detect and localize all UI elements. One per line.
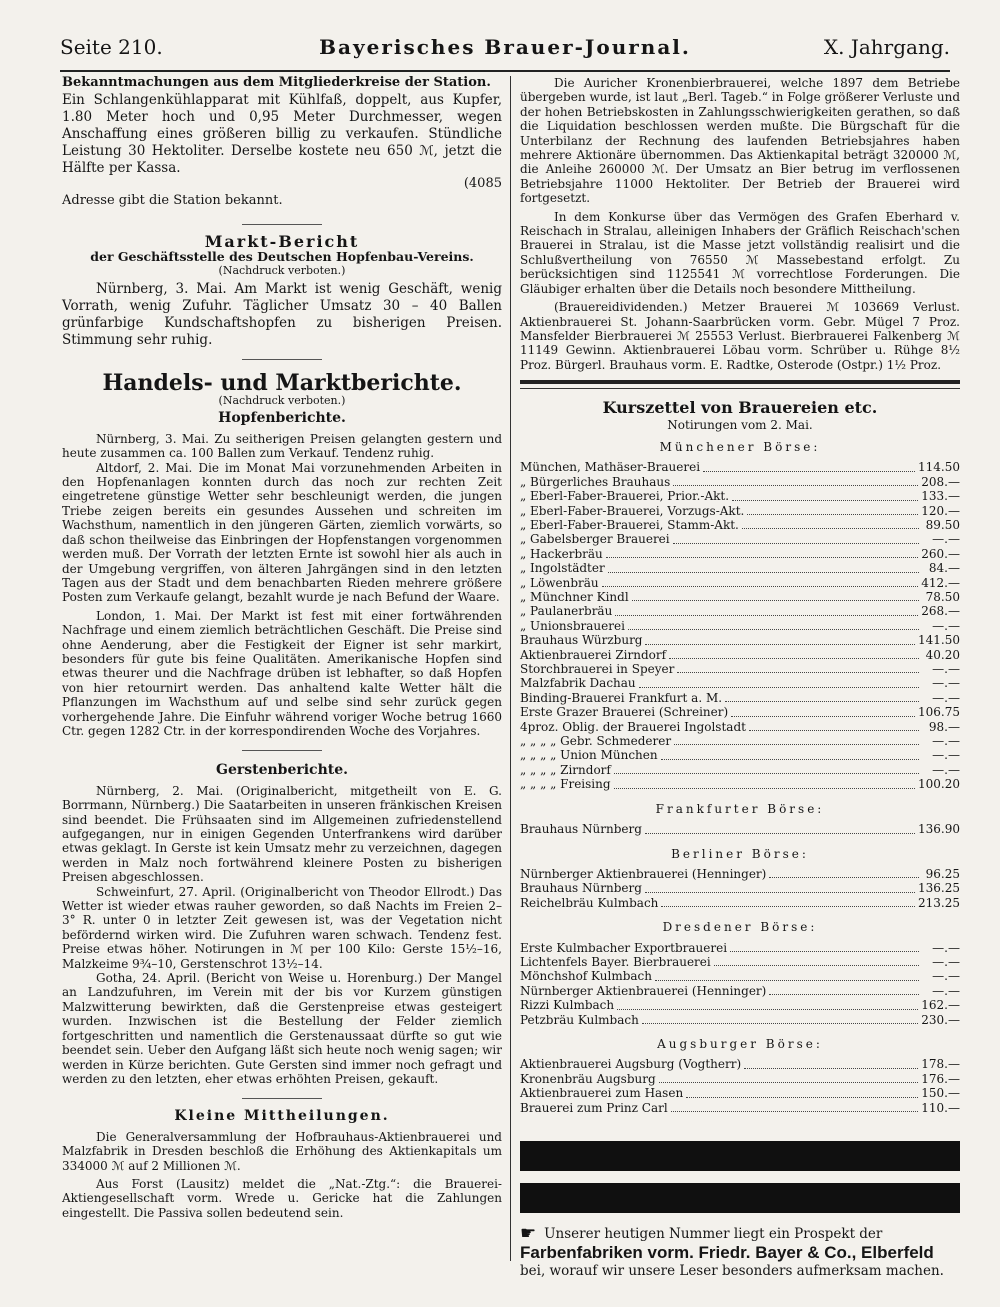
kleine-item-forst: Aus Forst (Lausitz) meldet die „Nat.-Ztg.“: die Brauerei-Aktiengesellschaft vorm. Wrede u. Gericke hat die Zahlungen eingestellt. Die Passiva sollen bedeutend sein. (62, 1176, 502, 1220)
quote-name: „ „ „ „ Union München (520, 748, 658, 763)
quote-row (520, 998, 960, 1012)
dot-leader (614, 773, 919, 774)
quote-name: München, Mathäser-Brauerei (520, 460, 701, 475)
dot-leader (655, 980, 919, 981)
quote-name: Reichelbräu Kulmbach (520, 895, 659, 910)
quote-row (520, 881, 960, 895)
kurszettel (520, 440, 960, 1115)
quote-value: 78.50 (925, 590, 960, 604)
dot-leader (732, 500, 918, 501)
quote-row (520, 867, 960, 881)
quote-value: —.— (932, 762, 960, 777)
quote-name: Nürnberger Aktienbrauerei (Henninger) (520, 983, 767, 998)
market-title: Markt-Bericht (204, 232, 360, 252)
right-column (520, 76, 960, 1279)
rule (242, 359, 322, 360)
quote-name: „ „ „ „ Freising (520, 777, 611, 792)
quote-row (520, 1013, 960, 1027)
quote-row (520, 460, 960, 474)
quote-value: —.— (932, 676, 960, 691)
quote-row (520, 532, 960, 546)
dot-leader (614, 788, 915, 789)
page-number: Seite 210. (60, 35, 163, 59)
quote-name: „ Paulanerbräu (520, 604, 613, 619)
dot-leader (602, 586, 919, 587)
quote-value: 412.— (921, 575, 960, 590)
dot-leader (673, 485, 918, 486)
quote-name: „ Eberl-Faber-Brauerei, Stamm-Akt. (520, 517, 739, 532)
quote-name: Malzfabrik Dachau (520, 676, 636, 691)
dot-leader (669, 658, 919, 659)
quote-row (520, 676, 960, 690)
dot-leader (617, 1009, 918, 1010)
ad-line-1 (520, 1223, 960, 1245)
ad-bar-top (520, 1141, 960, 1171)
quote-name: Aktienbrauerei zum Hasen (520, 1086, 684, 1101)
dot-leader (769, 994, 919, 995)
ad-text-1: Unserer heutigen Nummer liegt ein Prospekt der (544, 1226, 883, 1242)
kurs-subtitle: Notirungen vom 2. Mai. (667, 417, 813, 432)
quote-name: Aktienbrauerei Zirndorf (520, 647, 667, 662)
quote-name: Brauhaus Würzburg (520, 633, 643, 648)
rule (242, 750, 322, 751)
dot-leader (677, 672, 919, 673)
dot-leader (661, 906, 915, 907)
quote-value: —.— (932, 748, 960, 763)
quote-value: 178.— (921, 1057, 960, 1072)
left-column (62, 76, 502, 1220)
quote-row (520, 590, 960, 604)
dot-leader (645, 892, 915, 893)
station-heading: Bekanntmachungen aus dem Mitgliederkreise der Station. (62, 75, 491, 90)
hopfen-report-altdorf: Altdorf, 2. Mai. Die im Monat Mai vorzunehmenden Arbeiten in den Hopfenanlagen konnten durch das noch zur rechten Zeit eingetretene günstige Wetter sehr beschleunigt werden, die jungen Triebe zeigen bereits ein gesundes Aussehen und schreiten im Wachsthum, namentlich in den jüngeren Gärten, ziemlich vorwärts, so daß schon theilweise das Einbringen der Hopfenstangen vorgenommen werden muß. Der Vorrath der letzten Ernte ist sowohl hier als auch in der Umgebung vergriffen, von älteren Jahrgängen sind in den letzten Tagen aus der Stadt und dem benachbarten Rieden mehrere größere Posten zum Verkaufe gelangt, bezahlt wurde je nach Befund der Waare. (62, 460, 502, 605)
quote-name: „ Bürgerliches Brauhaus (520, 474, 671, 489)
quote-row (520, 619, 960, 633)
gerste-report-nuernberg: Nürnberg, 2. Mai. (Originalbericht, mitgetheilt von E. G. Borrmann, Nürnberg.) Die Saatarbeiten in unseren fränkischen Kreisen sind beendet. Die Frühsaaten sind im Allgemeinen zufriedenstellend aufgegangen, nur in einigen Gegenden Unterfrankens wird darüber etwas geklagt. In Gerste ist kein Umsatz mehr zu verzeichnen, dagegen werden in Malz noch fortwährend kleinere Posten zu bisherigen Preisen abgeschlossen. (62, 783, 502, 885)
quote-name: „ Eberl-Faber-Brauerei, Prior.-Akt. (520, 489, 730, 504)
dot-leader (742, 528, 919, 529)
hopfen-report-nuernberg: Nürnberg, 3. Mai. Zu seitherigen Preisen gelangten gestern und heute zusammen ca. 100 Ballen zum Verkauf. Tendenz ruhig. (62, 431, 502, 461)
quote-row (520, 1101, 960, 1115)
quote-row (520, 748, 960, 762)
quote-value: 208.— (921, 474, 960, 489)
ad-box (520, 1141, 960, 1279)
quote-row (520, 504, 960, 518)
dot-leader (608, 572, 919, 573)
kleine-item-dresden: Die Generalversammlung der Hofbrauhaus-Aktienbrauerei und Malzfabrik in Dresden beschloß die Erhöhung des Aktienkapitals um 334000 ℳ auf 2 Millionen ℳ. (62, 1129, 502, 1173)
quote-value: 230.— (921, 1012, 960, 1027)
quote-value: 84.— (928, 561, 960, 576)
station-notice: Ein Schlangenkühlapparat mit Kühlfaß, doppelt, aus Kupfer, 1.80 Meter hoch und 0,95 Meter Durchmesser, wegen Anschaffung eines größeren billig zu verkaufen. Stündliche Leistung 30 Hektoliter. Derselbe kostete neu 650 ℳ, jetzt die Hälfte per Kassa. (62, 92, 502, 177)
dot-leader (744, 1068, 918, 1069)
bourse-heading: Frankfurter Börse: (655, 801, 825, 816)
quote-row (520, 720, 960, 734)
quote-name: „ Ingolstädter (520, 561, 605, 576)
quote-value: 141.50 (918, 633, 960, 648)
quote-value: 89.50 (925, 517, 960, 532)
dot-leader (769, 877, 919, 878)
dot-leader (642, 1023, 918, 1024)
quote-name: Lichtenfels Bayer. Bierbrauerei (520, 954, 711, 969)
ad-line-3: bei, worauf wir unsere Leser besonders aufmerksam machen. (520, 1263, 944, 1280)
dot-leader (714, 965, 919, 966)
quote-name: Brauerei zum Prinz Carl (520, 1100, 668, 1115)
header-rule (60, 70, 950, 72)
kleine-title: Kleine Mittheilungen. (174, 1108, 390, 1125)
quote-value: 110.— (921, 1100, 960, 1115)
kurs-title: Kurszettel von Brauereien etc. (602, 398, 878, 418)
gerste-report-gotha: Gotha, 24. April. (Bericht von Weise u. Horenburg.) Der Mangel an Landzufuhren, im Verein mit der bis vor Kurzem günstigen Malzwitterung bewirkten, daß die Gerstenpreise etwas gesteigert wurden. Inzwischen ist die Bestellung der Felder ziemlich fortgeschritten und namentlich die Gerstenaussaat dürfte so gut wie beendet sein. Ueber den Aufgang läßt sich heute noch wenig sagen; wir werden in Kürze berichten. Gute Gersten sind immer noch gefragt und werden zu den letzten, eher etwas erhöhten Preisen, gekauft. (62, 971, 502, 1086)
quote-row (520, 691, 960, 705)
dot-leader (673, 543, 919, 544)
quote-row (520, 705, 960, 719)
dot-leader (725, 701, 919, 702)
quote-value: —.— (932, 734, 960, 749)
bourse-heading: Münchener Börse: (659, 439, 821, 454)
quote-value: 40.20 (925, 647, 960, 662)
dot-leader (615, 615, 918, 616)
ad-bar-bottom (520, 1183, 960, 1213)
quote-name: Nürnberger Aktienbrauerei (Henninger) (520, 866, 767, 881)
quote-row (520, 822, 960, 836)
rule (242, 1098, 322, 1099)
dot-leader (628, 629, 919, 630)
section-rule-thin (520, 388, 960, 389)
auricher-notice: Die Auricher Kronenbierbrauerei, welche 1897 dem Betriebe übergeben wurde, ist laut „Berl. Tageb.“ in Folge größerer Verluste und der hohen Betriebskosten in Zahlungsschwierigkeiten gerathen, so daß die Liquidation beschlossen werden mußte. Die Bürgschaft für die Unterbilanz der Rechnung des laufenden Betriebsjahres haben mehrere Aktionäre übernommen. Das Aktienkapital beträgt 320000 ℳ, die Anleihe 260000 ℳ. Der Umsatz an Bier betrug im verflossenen Betriebsjahre 11000 Hektoliter. Der Betrieb der Brauerei wird fortgesetzt. (520, 76, 960, 206)
dot-leader (674, 744, 919, 745)
quote-value: 213.25 (918, 895, 960, 910)
dot-leader (606, 557, 919, 558)
dot-leader (730, 951, 919, 952)
quote-name: Mönchshof Kulmbach (520, 969, 652, 984)
journal-title: Bayerisches Brauer-Journal. (319, 35, 691, 59)
quote-name: „ Löwenbräu (520, 575, 599, 590)
quote-row (520, 475, 960, 489)
quote-value: —.— (932, 618, 960, 633)
quote-row (520, 633, 960, 647)
quote-name: „ Gabelsberger Brauerei (520, 532, 670, 547)
page-header (60, 35, 950, 71)
quote-value: 133.— (921, 489, 960, 504)
ad-company: Farbenfabriken vorm. Friedr. Bayer & Co., Elberfeld (520, 1242, 934, 1262)
quote-value: 106.75 (918, 705, 960, 720)
quote-value: 176.— (921, 1071, 960, 1086)
quote-name: „ Unionsbrauerei (520, 618, 625, 633)
dot-leader (645, 833, 915, 834)
quote-name: „ „ „ „ Zirndorf (520, 762, 611, 777)
quote-row (520, 561, 960, 575)
dot-leader (639, 687, 919, 688)
quote-name: „ „ „ „ Gebr. Schmederer (520, 734, 672, 749)
quote-value: —.— (932, 983, 960, 998)
dot-leader (731, 716, 915, 717)
column-divider (510, 76, 511, 1261)
rule (242, 224, 322, 225)
dot-leader (632, 600, 919, 601)
market-note: (Nachdruck verboten.) (218, 264, 346, 278)
quote-value: 136.90 (918, 822, 960, 837)
gerste-title: Gerstenberichte. (215, 762, 348, 779)
quote-row (520, 1057, 960, 1071)
quote-name: Erste Grazer Brauerei (Schreiner) (520, 705, 729, 720)
quote-name: „ Eberl-Faber-Brauerei, Vorzugs-Akt. (520, 503, 745, 518)
quote-row (520, 489, 960, 503)
hopfen-title: Hopfenberichte. (218, 410, 346, 427)
quote-value: 268.— (921, 604, 960, 619)
quote-name: Brauhaus Nürnberg (520, 881, 642, 896)
dot-leader (659, 1082, 919, 1083)
quote-value: 96.25 (925, 866, 960, 881)
quote-value: 136.25 (918, 881, 960, 896)
quote-value: —.— (932, 940, 960, 955)
dot-leader (703, 471, 915, 472)
quote-name: „ Münchner Kindl (520, 590, 629, 604)
quote-value: —.— (932, 690, 960, 705)
bourse-heading: Augsburger Börse: (657, 1036, 823, 1051)
dot-leader (671, 1111, 919, 1112)
quote-name: 4proz. Oblig. der Brauerei Ingolstadt (520, 719, 746, 734)
quote-value: —.— (932, 662, 960, 677)
volume-label: X. Jahrgang. (823, 35, 950, 59)
quote-value: 100.20 (918, 777, 960, 792)
market-text: Nürnberg, 3. Mai. Am Markt ist wenig Geschäft, wenig Vorrath, wenig Zufuhr. Täglicher Umsatz 30 – 40 Ballen grünfarbige Kundschaftshopfen zu bisherigen Preisen. Stimmung sehr ruhig. (62, 281, 502, 349)
quote-row (520, 734, 960, 748)
quote-name: Binding-Brauerei Frankfurt a. M. (520, 690, 723, 705)
dot-leader (747, 514, 918, 515)
quote-value: 260.— (921, 546, 960, 561)
handel-note: (Nachdruck verboten.) (218, 394, 346, 408)
hopfen-report-london: London, 1. Mai. Der Markt ist fest mit einer fortwährenden Nachfrage und einem ziemlich beträchtlichen Geschäft. Die Preise sind ohne Aenderung, aber die Festigkeit der Eigner ist sehr markirt, besonders für gute bis feine Qualitäten. Amerikanische Hopfen sind etwas theurer und die Nachfrage drüben ist lebhafter, so daß Hopfen von hier retournirt werden. Das anhaltend kalte Wetter hält die Pflanzungen im Wachsthum auf und selbe sind sehr zurück gegen vorhergehende Jahre. Die Einfuhr während voriger Woche betrug 1660 Ctr. gegen 1282 Ctr. in der korrespondirenden Woche des Vorjahres. (62, 608, 502, 738)
quote-row (520, 777, 960, 791)
quote-value: 162.— (921, 998, 960, 1013)
quote-value: —.— (932, 532, 960, 547)
quote-row (520, 662, 960, 676)
quote-value: —.— (932, 954, 960, 969)
quote-row (520, 547, 960, 561)
quote-row (520, 604, 960, 618)
gerste-report-schweinfurt: Schweinfurt, 27. April. (Originalbericht von Theodor Ellrodt.) Das Wetter ist wieder etwas rauher geworden, so daß Nachts im Freien 2–3° R. unter 0 in letzter Zeit gewesen ist, was der Vegetation nicht befördernd wirken wird. Die Zufuhren waren schwach. Tendenz fest. Preise etwas höher. Notirungen in ℳ per 100 Kilo: Gerste 15½–16, Malzkeime 9¾–10, Gerstenschrot 13½–14. (62, 884, 502, 971)
dividends-notice: (Brauereidividenden.) Metzer Brauerei ℳ 103669 Verlust. Aktienbrauerei St. Johann-Saarbrücken vorm. Gebr. Mügel 7 Proz. Mansfelder Bierbrauerei ℳ 25553 Verlust. Bierbrauerei Falkenberg ℳ 11149 Gewinn. Aktienbrauerei Löbau vorm. Schrüber u. Rühge 8½ Proz. Bürgerl. Brauhaus vorm. E. Radtke, Osterode (Ostpr.) 1½ Proz. (520, 300, 960, 372)
quote-name: Petzbräu Kulmbach (520, 1012, 639, 1027)
dot-leader (661, 759, 919, 760)
quote-name: Rizzi Kulmbach (520, 998, 615, 1013)
dot-leader (749, 730, 919, 731)
bourse-heading: Berliner Börse: (671, 846, 809, 861)
section-rule-thick (520, 380, 960, 384)
market-subtitle: der Geschäftsstelle des Deutschen Hopfenbau-Vereins. (90, 248, 474, 264)
quote-row (520, 1086, 960, 1100)
quote-value: 114.50 (918, 460, 960, 475)
quote-row (520, 518, 960, 532)
pointing-hand-icon: ☛ (520, 1223, 537, 1245)
bourse-heading: Dresdener Börse: (662, 920, 818, 935)
quote-value: 120.— (921, 503, 960, 518)
quote-name: Storchbrauerei in Speyer (520, 662, 675, 677)
quote-name: Brauhaus Nürnberg (520, 822, 642, 837)
station-number: (4085 (463, 176, 502, 192)
quote-row (520, 984, 960, 998)
quote-row (520, 576, 960, 590)
quote-row (520, 1072, 960, 1086)
quote-row (520, 763, 960, 777)
quote-row (520, 896, 960, 910)
quote-name: Aktienbrauerei Augsburg (Vogtherr) (520, 1057, 742, 1072)
quote-value: 150.— (921, 1086, 960, 1101)
dot-leader (645, 644, 915, 645)
station-address: Adresse gibt die Station bekannt. (62, 192, 283, 208)
handel-title: Handels- und Marktberichte. (102, 370, 462, 397)
quote-row (520, 955, 960, 969)
quote-value: —.— (932, 969, 960, 984)
reischach-notice: In dem Konkurse über das Vermögen des Grafen Eberhard v. Reischach in Stralau, alleinigen Inhabers der Gräflich Reischach'schen Brauerei in Stralau, ist die Masse jetzt vollständig realisirt und die Schlußvertheilung von 76550 ℳ Massebestand erfolgt. Zu berücksichtigen sind 1125541 ℳ vorrechtlose Forderungen. Die Gläubiger erhalten über die Details noch besondere Mittheilung. (520, 209, 960, 296)
quote-row (520, 941, 960, 955)
quote-value: 98.— (928, 719, 960, 734)
quote-name: Erste Kulmbacher Exportbrauerei (520, 940, 728, 955)
quote-row (520, 969, 960, 983)
dot-leader (686, 1097, 918, 1098)
quote-name: Kronenbräu Augsburg (520, 1071, 656, 1086)
quote-name: „ Hackerbräu (520, 546, 603, 561)
quote-row (520, 648, 960, 662)
